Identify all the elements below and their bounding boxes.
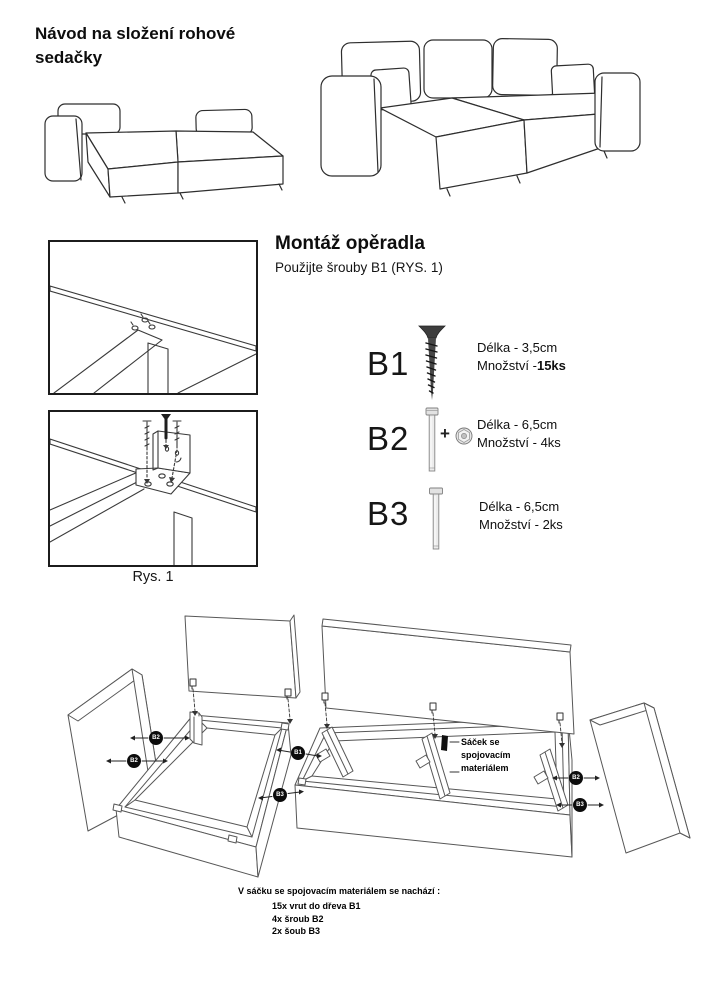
part-b3-qty: Množství - 2ks — [479, 516, 563, 532]
footer-item-b2: 4x šroub B2 — [272, 913, 324, 924]
footer-note-items — [272, 900, 361, 938]
part-b3-specs — [479, 498, 563, 533]
exploded-assembly-diagram — [50, 585, 700, 880]
badge-b2-left-bottom: B2 — [127, 754, 141, 768]
part-b1-qty: Množství -15ks — [477, 357, 566, 373]
footer-note-heading: V sáčku se spojovacím materiálem se nachází : — [238, 886, 441, 896]
part-b1-label: B1 — [367, 345, 410, 382]
small-box-lid — [185, 615, 300, 698]
part-b3-label: B3 — [367, 495, 410, 532]
page-title-line1: Návod na složení rohové — [35, 24, 236, 43]
badge-b1-center: B1 — [291, 746, 305, 760]
plus-sign: + — [440, 424, 450, 443]
sofa-bed-illustration — [30, 85, 300, 217]
part-b1-length: Délka - 3,5cm — [477, 340, 558, 355]
corner-sofa-illustration — [312, 26, 647, 204]
figure-rail-detail — [48, 240, 258, 395]
badge-b2-left-top: B2 — [149, 731, 163, 745]
figure-bracket-detail — [48, 410, 258, 567]
bracket-drawing — [50, 412, 256, 565]
badge-b3-center: B3 — [273, 788, 287, 802]
part-b3-length: Délka - 6,5cm — [479, 499, 560, 514]
part-b2-specs — [477, 416, 561, 451]
bolt-b2-icon — [423, 407, 441, 477]
section-heading: Montáž opěradla — [275, 233, 425, 254]
part-b1-specs — [477, 339, 566, 374]
bolt-b3-icon — [427, 487, 445, 553]
figure-caption: Rys. 1 — [132, 569, 174, 585]
part-b2-label: B2 — [367, 420, 410, 457]
long-box-lid — [322, 619, 574, 734]
footer-item-b3: 2x šoub B3 — [272, 926, 321, 936]
badge-b2-right: B2 — [569, 771, 583, 785]
right-armrest-panel — [590, 703, 690, 853]
part-b2-qty: Množství - 4ks — [477, 434, 561, 450]
page-title-line2: sedačky — [35, 48, 103, 67]
hardware-bag-label: Sáček se spojovacím materiálem — [461, 737, 511, 773]
footer-item-b1: 15x vrut do dřeva B1 — [272, 901, 361, 911]
nut-b2-icon — [455, 427, 473, 445]
part-b2-length: Délka - 6,5cm — [477, 417, 558, 432]
badge-b3-right: B3 — [573, 798, 587, 812]
rail-drawing — [50, 242, 256, 393]
wood-screw-b1-icon — [417, 325, 447, 403]
section-subheading: Použijte šrouby B1 (RYS. 1) — [275, 260, 443, 275]
page-title — [35, 22, 285, 70]
